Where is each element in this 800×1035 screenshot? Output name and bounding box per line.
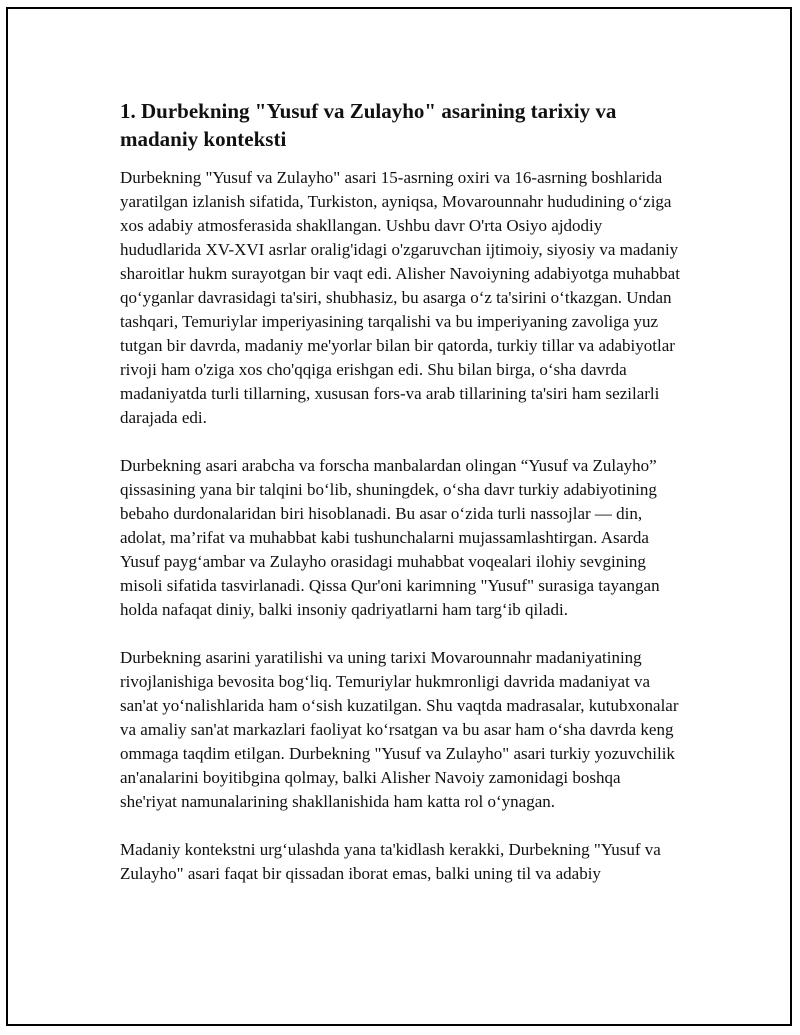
document-content [120, 97, 680, 886]
paragraph-1: Durbekning "Yusuf va Zulayho" asari 15-asrning oxiri va 16-asrning boshlarida yaratilgan izlanish sifatida, Turkiston, ayniqsa, Movarounnahr hududining o‘ziga xos adabiy atmosferasida shakllangan. Ushbu davr O'rta Osiyo ajdodiy hududlarida XV-XVI asrlar oralig'idagi o'zgaruvchan ijtimoiy, siyosiy va madaniy sharoitlar hukm surayotgan bir vaqt edi. Alisher Navoiyning adabiyotga muhabbat qo‘yganlar davrasidagi ta'siri, shubhasiz, bu asarga o‘z ta'sirini o‘tkazgan. Undan tashqari, Temuriylar imperiyasining tarqalishi va bu imperiyaning zavoliga yuz tutgan bir davrda, madaniy me'yorlar bilan bir qatorda, turkiy tillar va adabiyotlar rivoji ham o'ziga xos cho'qqiga erishgan edi. Shu bilan birga, o‘sha davrda madaniyatda turli tillarning, xususan fors-va arab tillarining ta'siri ham sezilarli darajada edi. [120, 168, 680, 427]
paragraph-2: Durbekning asari arabcha va forscha manbalardan olingan “Yusuf va Zulayho” qissasining yana bir talqini bo‘lib, shuningdek, o‘sha davr turkiy adabiyotining bebaho durdonalaridan biri hisoblanadi. Bu asar o‘zida turli nassojlar — din, adolat, ma’rifat va muhabbat kabi tushunchalarni mujassamlashtirgan. Asarda Yusuf payg‘ambar va Zulayho orasidagi muhabbat voqealari ilohiy sevgining misoli sifatida tasvirlanadi. Qissa Qur'oni karimning "Yusuf" surasiga tayangan holda nafaqat diniy, balki insoniy qadriyatlarni ham targ‘ib qiladi. [120, 456, 660, 619]
paragraph-3: Durbekning asarini yaratilishi va uning tarixi Movarounnahr madaniyatining rivojlanishiga bevosita bog‘liq. Temuriylar hukmronligi davrida madaniyat va san'at yo‘nalishlarida ham o‘sish kuzatilgan. Shu vaqtda madrasalar, kutubxonalar va amaliy san'at markazlari faoliyat ko‘rsatgan va bu asar ham o‘sha davrda keng ommaga taqdim etilgan. Durbekning "Yusuf va Zulayho" asari turkiy yozuvchilik an'analarini boyitibgina qolmay, balki Alisher Navoiy zamonidagi boshqa she'riyat namunalarining shakllanishida ham katta rol o‘ynagan. [120, 648, 679, 811]
section-heading: 1. Durbekning "Yusuf va Zulayho" asarining tarixiy va madaniy konteksti [120, 99, 617, 151]
document-page [6, 7, 792, 1026]
paragraph-4: Madaniy kontekstni urg‘ulashda yana ta'kidlash kerakki, Durbekning "Yusuf va Zulayho" asari faqat bir qissadan iborat emas, balki uning til va adabiy [120, 840, 661, 883]
